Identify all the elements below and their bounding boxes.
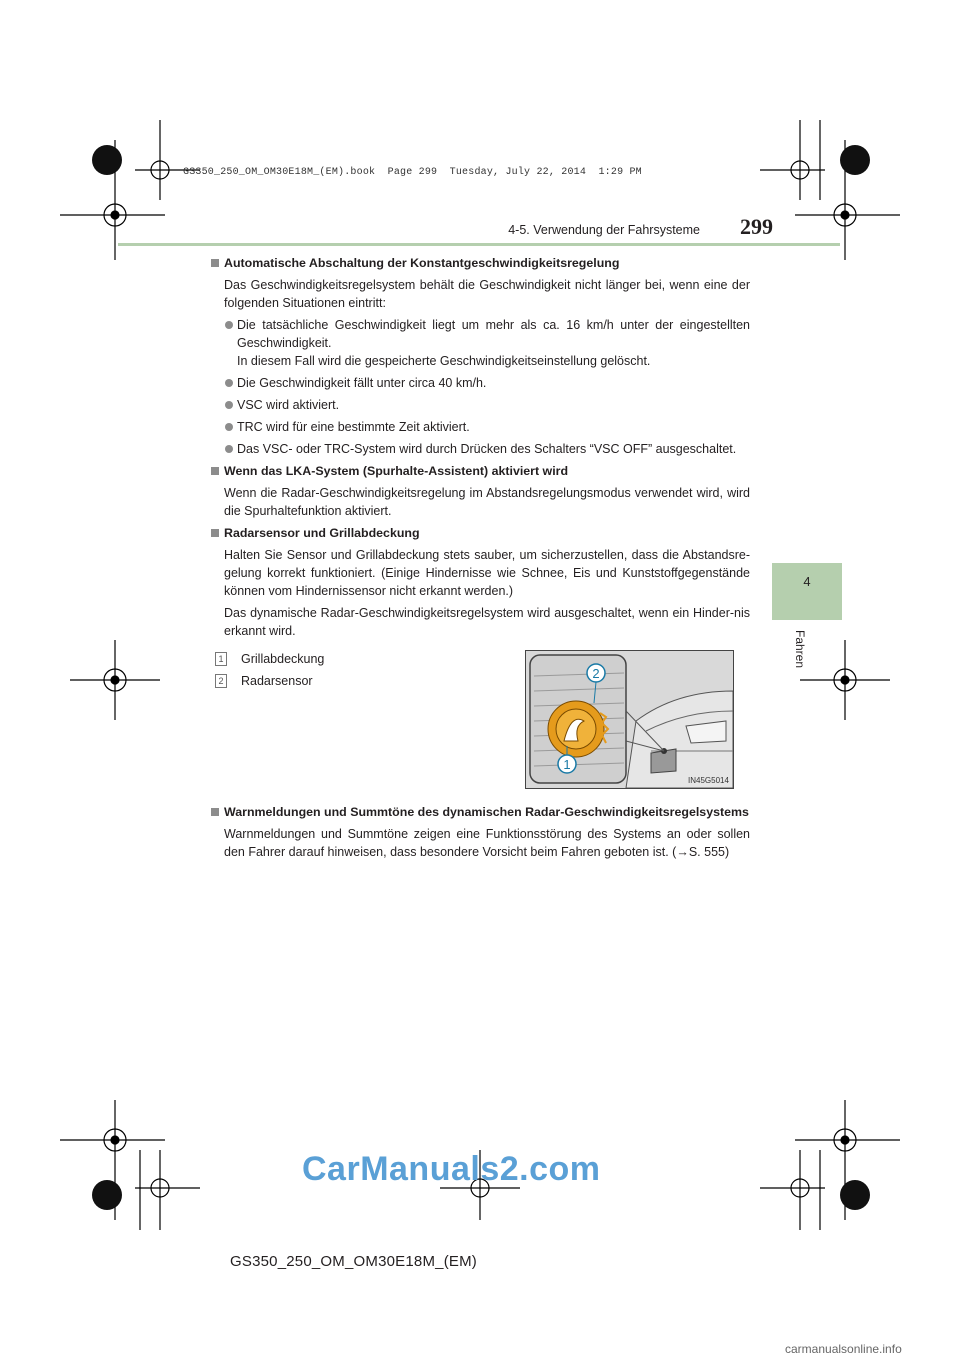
watermark: CarManuals2.com bbox=[302, 1150, 601, 1188]
legend-number: 1 bbox=[215, 652, 227, 666]
paragraph: Das dynamische Radar-Geschwindigkeitsregelsystem wird ausgeschaltet, wenn ein Hinder-nis erkannt wird. bbox=[224, 606, 750, 638]
bullet-text: Die tatsächliche Geschwindigkeit liegt um mehr als ca. 16 km/h unter der eingestellten Geschwindigkeit. bbox=[237, 318, 750, 350]
callout-2: 2 bbox=[592, 666, 600, 681]
bullet-item: Das VSC- oder TRC-System wird durch Drücken des Schalters “VSC OFF” ausgeschaltet. bbox=[224, 440, 750, 458]
section-heading: Warnmeldungen und Summtöne des dynamischen Radar-Geschwindigkeitsregelsystems bbox=[210, 803, 750, 821]
legend-number: 2 bbox=[215, 674, 227, 688]
legend-label: Grillabdeckung bbox=[241, 652, 325, 666]
bullet-item bbox=[224, 316, 750, 370]
chapter-number: 4 bbox=[803, 574, 811, 589]
page-number: 299 bbox=[740, 214, 773, 239]
car-front-drawing bbox=[526, 651, 733, 788]
bullet-item: Die Geschwindigkeit fällt unter circa 40 km/h. bbox=[224, 374, 750, 392]
paragraph: Wenn die Radar-Geschwindigkeitsregelung im Abstandsregelungsmodus verwendet wird, wird die Spurhaltefunktion aktiviert. bbox=[224, 486, 750, 518]
page-content-lower bbox=[210, 803, 750, 865]
section-title: 4-5. Verwendung der Fahrsysteme bbox=[508, 223, 700, 237]
page-content bbox=[210, 254, 750, 644]
header-rule bbox=[118, 243, 840, 246]
section-heading: Wenn das LKA-System (Spurhalte-Assistent) aktiviert wird bbox=[210, 462, 750, 480]
paragraph: Warnmeldungen und Summtöne zeigen eine Funktionsstörung des Systems an oder sollen den Fahrer darauf hinweisen, dass besondere Vorsicht beim Fahren geboten ist. (→S. 555) bbox=[224, 827, 750, 859]
section-heading: Radarsensor und Grillabdeckung bbox=[210, 524, 750, 542]
chapter-label-text: Fahren bbox=[793, 630, 807, 669]
chapter-label bbox=[791, 630, 811, 680]
model-code: GS350_250_OM_OM30E18M_(EM) bbox=[230, 1253, 477, 1270]
paragraph: Halten Sie Sensor und Grillabdeckung stets sauber, um sicherzustellen, dass die Abstandsre-gelung korrekt funktioniert. (Einige Hindernisse wie Schnee, Eis und Kunststoffgegenstände können vom Hindernissensor nicht erkannt werden.) bbox=[224, 548, 750, 598]
legend-item bbox=[215, 648, 324, 670]
figure-legend bbox=[215, 648, 324, 692]
bullet-item: TRC wird für eine bestimmte Zeit aktiviert. bbox=[224, 418, 750, 436]
radar-sensor-illustration bbox=[525, 650, 734, 789]
legend-label: Radarsensor bbox=[241, 674, 313, 688]
chapter-tab bbox=[772, 563, 842, 620]
paragraph: Das Geschwindigkeitsregelsystem behält die Geschwindigkeit nicht länger bei, wenn eine der folgenden Situationen eintritt: bbox=[224, 278, 750, 310]
print-info: GS350_250_OM_OM30E18M_(EM).book Page 299 Tuesday, July 22, 2014 1:29 PM bbox=[183, 167, 642, 178]
legend-item bbox=[215, 670, 324, 692]
bullet-item: VSC wird aktiviert. bbox=[224, 396, 750, 414]
figure-code: IN45G5014 bbox=[688, 776, 729, 785]
footer-site: carmanualsonline.info bbox=[785, 1342, 902, 1356]
bullet-note: In diesem Fall wird die gespeicherte Geschwindigkeitseinstellung gelöscht. bbox=[237, 354, 651, 368]
callout-1: 1 bbox=[563, 757, 571, 772]
section-heading: Automatische Abschaltung der Konstantgeschwindigkeitsregelung bbox=[210, 254, 750, 272]
